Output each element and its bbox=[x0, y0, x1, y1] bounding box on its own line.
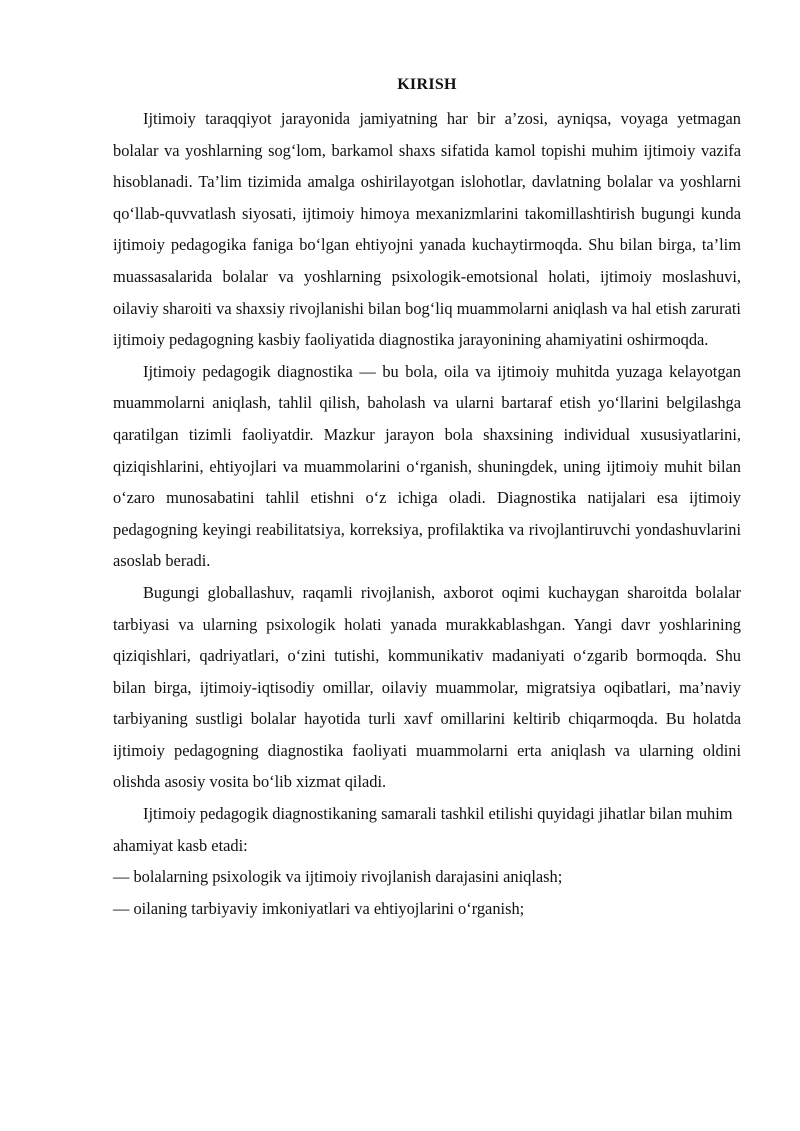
section-heading: KIRISH bbox=[397, 76, 457, 93]
list-item-2: — oilaning tarbiyaviy imkoniyatlari va ehtiyojlarini o‘rganish; bbox=[113, 898, 525, 918]
paragraph-2: Ijtimoiy pedagogik diagnostika — bu bola, oila va ijtimoiy muhitda yuzaga kelayotgan muammolarni aniqlash, tahlil qilish, baholash va ularni bartaraf etish yo‘llarini belgilashga qaratilgan tizimli faoliyatdir. Mazkur jarayon bola shaxsining individual xususiyatlarini, qiziqishlarini, ehtiyojlari va muammolarini o‘rganish, shuningdek, uning ijtimoiy muhit bilan o‘zaro munosabatini tahlil etishni o‘z ichiga oladi. Diagnostika natijalari esa ijtimoiy pedagogning keyingi reabilitatsiya, korreksiya, profilaktika va rivojlantiruvchi yondashuvlarini asoslab beradi. bbox=[113, 361, 741, 571]
document-body bbox=[113, 74, 741, 924]
list-item-1: — bolalarning psixologik va ijtimoiy rivojlanish darajasini aniqlash; bbox=[113, 867, 563, 887]
paragraph-4: Ijtimoiy pedagogik diagnostikaning samarali tashkil etilishi quyidagi jihatlar bilan muhim ahamiyat kasb etadi: bbox=[113, 804, 733, 855]
paragraph-1: Ijtimoiy taraqqiyot jarayonida jamiyatning har bir a’zosi, ayniqsa, voyaga yetmagan bolalar va yoshlarning sog‘lom, barkamol shaxs sifatida kamol topishi muhim ijtimoiy vazifa hisoblanadi. Ta’lim tizimida amalga oshirilayotgan islohotlar, davlatning bolalar va yoshlarni qo‘llab-quvvatlash siyosati, ijtimoiy himoya mexanizmlarini takomillashtirish bugungi kunda ijtimoiy pedagogika faniga bo‘lgan ehtiyojni yanada kuchaytirmoqda. Shu bilan birga, ta’lim muassasalarida bolalar va yoshlarning psixologik-emotsional holati, ijtimoiy moslashuvi, oilaviy sharoiti va shaxsiy rivojlanishi bilan bog‘liq muammolarni aniqlash va hal etish zarurati ijtimoiy pedagogning kasbiy faoliyatida diagnostika jarayonining ahamiyatini oshirmoqda. bbox=[113, 109, 741, 350]
paragraph-3: Bugungi globallashuv, raqamli rivojlanish, axborot oqimi kuchaygan sharoitda bolalar tarbiyasi va ularning psixologik holati yanada murakkablashgan. Yangi davr yoshlarining qiziqishlari, qadriyatlari, o‘zini tutishi, kommunikativ madaniyati o‘zgarib bormoqda. Shu bilan birga, ijtimoiy-iqtisodiy omillar, oilaviy muammolar, migratsiya oqibatlari, ma’naviy tarbiyaning sustligi bolalar hayotida turli xavf omillarini keltirib chiqarmoqda. Bu holatda ijtimoiy pedagogning diagnostika faoliyati muammolarni erta aniqlash va ularning oldini olishda asosiy vosita bo‘lib xizmat qiladi. bbox=[113, 582, 741, 792]
